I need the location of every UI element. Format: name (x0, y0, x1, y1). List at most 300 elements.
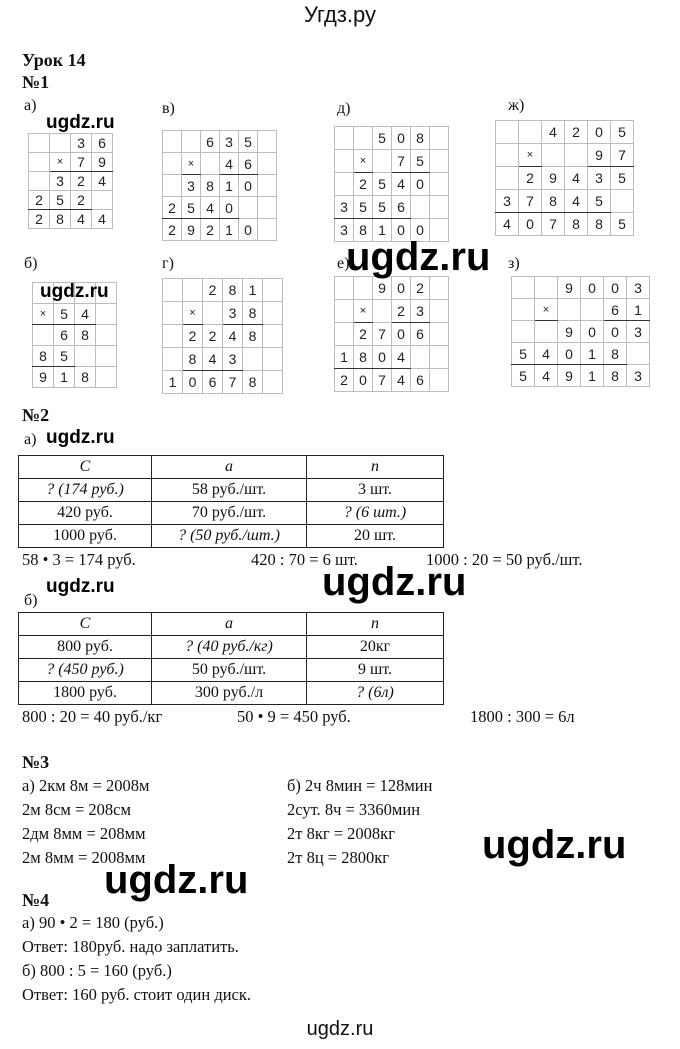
digit-cell: 8 (50, 210, 71, 229)
mult-grid-e (334, 276, 449, 392)
conv-left-4: 2м 8мм = 2008мм (22, 848, 146, 867)
digit-cell: 4 (201, 197, 220, 219)
digit-cell: 5 (512, 343, 535, 365)
digit-cell: 4 (392, 173, 411, 196)
digit-cell (565, 144, 588, 167)
digit-cell: 1 (220, 219, 239, 241)
digit-cell: 3 (220, 131, 239, 153)
calc-a-3: 1000 : 20 = 50 руб./шт. (426, 550, 583, 569)
task1-label-a: а) (24, 97, 37, 114)
digit-cell: 0 (588, 121, 611, 144)
lesson-title: Урок 14 (22, 50, 86, 70)
digit-cell: 9 (92, 153, 113, 172)
digit-cell: 5 (373, 127, 392, 150)
digit-cell: 3 (627, 365, 650, 387)
grid-row (496, 213, 634, 236)
digit-cell: 3 (411, 300, 430, 323)
table-cell: 50 руб./шт. (152, 659, 307, 682)
grid-row (29, 172, 113, 191)
site-title: Угдз.ру (303, 2, 377, 27)
table-cell: ? (6 шт.) (307, 502, 444, 525)
digit-cell: 5 (588, 190, 611, 213)
digit-cell: 9 (558, 365, 581, 387)
table-cell: 1800 руб. (19, 682, 152, 705)
digit-cell (430, 323, 449, 346)
task1-label-zh: ж) (508, 97, 525, 114)
digit-cell: 5 (411, 150, 430, 173)
digit-cell: 7 (519, 190, 542, 213)
digit-cell (496, 167, 519, 190)
watermark: ugdz.ru (346, 235, 491, 279)
digit-cell: 3 (588, 167, 611, 190)
grid-row (512, 277, 650, 299)
times-sign: × (354, 150, 373, 173)
digit-cell (203, 302, 223, 325)
digit-cell (430, 300, 449, 323)
watermark: ugdz.ru (46, 576, 115, 597)
digit-cell: 1 (54, 367, 75, 388)
watermark: ugdz.ru (46, 427, 115, 448)
table-b (18, 612, 444, 705)
digit-cell (519, 121, 542, 144)
digit-cell: 6 (411, 323, 430, 346)
digit-cell: 0 (558, 343, 581, 365)
digit-cell: 1 (243, 279, 263, 302)
digit-cell (263, 279, 283, 302)
digit-cell: 5 (54, 304, 75, 325)
digit-cell (373, 300, 392, 323)
grid-row (163, 153, 277, 175)
digit-cell: 5 (611, 167, 634, 190)
digit-cell: 2 (163, 219, 182, 241)
conv-right-3: 2т 8кг = 2008кг (287, 824, 395, 843)
digit-cell: 3 (496, 190, 519, 213)
grid-row (496, 190, 634, 213)
table-row (19, 682, 444, 705)
times-sign: × (535, 299, 558, 321)
digit-cell: 0 (581, 277, 604, 299)
digit-cell: 4 (92, 210, 113, 229)
mult-grid-d (334, 126, 449, 242)
digit-cell: 1 (163, 371, 183, 394)
conv-left-1: а) 2км 8м = 2008м (22, 776, 150, 795)
digit-cell: 0 (392, 127, 411, 150)
digit-cell: 1 (220, 175, 239, 197)
table-cell: ? (450 руб.) (19, 659, 152, 682)
digit-cell (430, 173, 449, 196)
table-cell: ? (174 руб.) (19, 479, 152, 502)
digit-cell (163, 302, 183, 325)
digit-cell: 8 (75, 367, 96, 388)
digit-cell: 7 (542, 213, 565, 236)
digit-cell: 9 (33, 367, 54, 388)
digit-cell: 5 (239, 131, 258, 153)
grid-row (335, 196, 449, 219)
digit-cell (411, 196, 430, 219)
grid-row (29, 153, 113, 172)
digit-cell (92, 191, 113, 210)
digit-cell: 1 (627, 299, 650, 321)
digit-cell: 0 (239, 175, 258, 197)
mult-grid-g (162, 278, 283, 394)
digit-cell: 8 (201, 175, 220, 197)
conv-right-1: б) 2ч 8мин = 128мин (287, 776, 433, 795)
digit-cell: 0 (392, 219, 411, 242)
digit-cell: 9 (588, 144, 611, 167)
digit-cell (535, 277, 558, 299)
table-row (19, 613, 444, 636)
digit-cell (33, 325, 54, 346)
digit-cell: 9 (542, 167, 565, 190)
digit-cell: 0 (354, 369, 373, 392)
table-row (19, 502, 444, 525)
digit-cell: 6 (411, 369, 430, 392)
digit-cell: 2 (71, 172, 92, 191)
digit-cell (258, 175, 277, 197)
table-cell: 20кг (307, 636, 444, 659)
grid-row (163, 302, 283, 325)
digit-cell: 3 (50, 172, 71, 191)
digit-cell: 4 (203, 348, 223, 371)
digit-cell: 0 (581, 321, 604, 343)
calc-b-3: 1800 : 300 = 6л (470, 707, 575, 726)
digit-cell (542, 144, 565, 167)
grid-row (163, 348, 283, 371)
digit-cell: 2 (354, 323, 373, 346)
conv-right-2: 2сут. 8ч = 3360мин (287, 800, 421, 819)
digit-cell (163, 131, 182, 153)
table-cell: 20 шт. (307, 525, 444, 548)
digit-cell: 4 (223, 325, 243, 348)
calc-b-2: 50 • 9 = 450 руб. (237, 707, 351, 726)
digit-cell: 4 (535, 365, 558, 387)
grid-row (496, 121, 634, 144)
table-cell: ? (50 руб./шт.) (152, 525, 307, 548)
digit-cell: 2 (335, 369, 354, 392)
digit-cell: 8 (243, 371, 263, 394)
watermark: ugdz.ru (104, 858, 249, 902)
digit-cell (496, 121, 519, 144)
digit-cell: 9 (558, 321, 581, 343)
table-row (19, 525, 444, 548)
task1-heading: №1 (22, 72, 50, 92)
digit-cell (163, 325, 183, 348)
task1-label-g: г) (162, 255, 174, 272)
digit-cell: 4 (92, 172, 113, 191)
times-sign: × (183, 302, 203, 325)
digit-cell: 8 (354, 346, 373, 369)
digit-cell: 4 (75, 304, 96, 325)
digit-cell: 0 (183, 371, 203, 394)
digit-cell (263, 348, 283, 371)
digit-cell: 4 (71, 210, 92, 229)
digit-cell (512, 299, 535, 321)
table-header: C (19, 613, 152, 636)
grid-row (496, 144, 634, 167)
digit-cell: 4 (565, 190, 588, 213)
grid-row (335, 346, 449, 369)
digit-cell (430, 369, 449, 392)
digit-cell: 2 (565, 121, 588, 144)
grid-row (33, 367, 117, 388)
table-cell: ? (6л) (307, 682, 444, 705)
table-header: C (19, 456, 152, 479)
digit-cell: 8 (565, 213, 588, 236)
digit-cell (512, 277, 535, 299)
digit-cell (29, 172, 50, 191)
mult-grid-zh (495, 120, 634, 236)
digit-cell (163, 153, 182, 175)
grid-row (512, 299, 650, 321)
digit-cell: 0 (392, 277, 411, 300)
digit-cell: 3 (223, 302, 243, 325)
digit-cell: 8 (183, 348, 203, 371)
digit-cell: 7 (611, 144, 634, 167)
digit-cell (183, 279, 203, 302)
digit-cell (163, 175, 182, 197)
task1-label-e: е) (337, 255, 350, 272)
grid-row (29, 134, 113, 153)
digit-cell: 2 (29, 191, 50, 210)
task4-line-2: Ответ: 180руб. надо заплатить. (22, 937, 239, 956)
digit-cell: 3 (335, 196, 354, 219)
digit-cell (163, 279, 183, 302)
table-cell: 1000 руб. (19, 525, 152, 548)
digit-cell (243, 348, 263, 371)
digit-cell: 0 (411, 219, 430, 242)
watermark: ugdz.ru (40, 281, 109, 302)
digit-cell (50, 134, 71, 153)
digit-cell (627, 343, 650, 365)
digit-cell: 7 (223, 371, 243, 394)
grid-row (335, 173, 449, 196)
digit-cell: 3 (627, 277, 650, 299)
digit-cell: 3 (627, 321, 650, 343)
digit-cell: 5 (54, 346, 75, 367)
digit-cell: 4 (392, 369, 411, 392)
digit-cell: 2 (411, 277, 430, 300)
digit-cell (430, 150, 449, 173)
task4-heading: №4 (22, 890, 50, 910)
grid-row (512, 321, 650, 343)
digit-cell: 8 (604, 343, 627, 365)
digit-cell: 0 (411, 173, 430, 196)
digit-cell: 3 (182, 175, 201, 197)
digit-cell: 4 (535, 343, 558, 365)
task1-label-b: б) (24, 255, 38, 272)
grid-row (163, 175, 277, 197)
task4-line-3: б) 800 : 5 = 160 (руб.) (22, 961, 172, 980)
digit-cell: 0 (604, 277, 627, 299)
grid-row (29, 210, 113, 229)
table-header: a (152, 613, 307, 636)
digit-cell: 5 (373, 173, 392, 196)
digit-cell: 6 (203, 371, 223, 394)
task1-label-z: з) (508, 255, 520, 272)
digit-cell: 1 (373, 219, 392, 242)
digit-cell: 0 (604, 321, 627, 343)
digit-cell (411, 346, 430, 369)
digit-cell (201, 153, 220, 175)
digit-cell (558, 299, 581, 321)
digit-cell: 3 (335, 219, 354, 242)
digit-cell (335, 323, 354, 346)
digit-cell: 5 (611, 121, 634, 144)
grid-row (335, 127, 449, 150)
conv-left-2: 2м 8см = 208см (22, 800, 131, 819)
digit-cell (96, 304, 117, 325)
calc-a-1: 58 • 3 = 174 руб. (22, 550, 136, 569)
grid-row (163, 279, 283, 302)
digit-cell: 2 (392, 300, 411, 323)
digit-cell: 6 (201, 131, 220, 153)
table-cell: 70 руб./шт. (152, 502, 307, 525)
digit-cell: 2 (183, 325, 203, 348)
mult-grid-z (511, 276, 650, 387)
digit-cell: 8 (243, 325, 263, 348)
digit-cell: 5 (373, 196, 392, 219)
task3-heading: №3 (22, 752, 50, 772)
digit-cell: 2 (71, 191, 92, 210)
grid-row (335, 323, 449, 346)
digit-cell: 5 (611, 213, 634, 236)
digit-cell (263, 371, 283, 394)
digit-cell: 5 (182, 197, 201, 219)
digit-cell: 8 (588, 213, 611, 236)
watermark: ugdz.ru (322, 560, 467, 604)
digit-cell (335, 150, 354, 173)
task2-label-a: а) (24, 431, 37, 448)
digit-cell (535, 321, 558, 343)
digit-cell: 7 (392, 150, 411, 173)
digit-cell: 2 (201, 219, 220, 241)
digit-cell: 2 (354, 173, 373, 196)
grid-row (33, 325, 117, 346)
digit-cell: 2 (203, 325, 223, 348)
table-header: n (307, 613, 444, 636)
digit-cell: 9 (558, 277, 581, 299)
mult-grid-v (162, 130, 277, 241)
digit-cell (430, 127, 449, 150)
digit-cell (611, 190, 634, 213)
times-sign: × (182, 153, 201, 175)
grid-row (163, 219, 277, 241)
grid-row (163, 197, 277, 219)
task1-label-d: д) (337, 100, 351, 117)
table-row (19, 659, 444, 682)
digit-cell (373, 150, 392, 173)
digit-cell: 8 (411, 127, 430, 150)
table-cell: ? (40 руб./кг) (152, 636, 307, 659)
digit-cell: 7 (71, 153, 92, 172)
times-sign: × (354, 300, 373, 323)
table-header: n (307, 456, 444, 479)
watermark: ugdz.ru (482, 823, 627, 867)
digit-cell: 7 (373, 323, 392, 346)
digit-cell: 1 (581, 343, 604, 365)
table-cell: 420 руб. (19, 502, 152, 525)
grid-row (163, 131, 277, 153)
digit-cell: 2 (163, 197, 182, 219)
digit-cell: 6 (92, 134, 113, 153)
table-cell: 9 шт. (307, 659, 444, 682)
digit-cell (258, 153, 277, 175)
digit-cell (335, 300, 354, 323)
digit-cell: 0 (392, 323, 411, 346)
digit-cell: 9 (182, 219, 201, 241)
table-cell: 58 руб./шт. (152, 479, 307, 502)
digit-cell (239, 197, 258, 219)
digit-cell: 3 (223, 348, 243, 371)
digit-cell: 8 (33, 346, 54, 367)
digit-cell (496, 144, 519, 167)
digit-cell: 8 (243, 302, 263, 325)
digit-cell: 0 (220, 197, 239, 219)
digit-cell (581, 299, 604, 321)
task1-label-v: в) (162, 100, 175, 117)
grid-row (29, 191, 113, 210)
grid-row (163, 371, 283, 394)
task4-line-1: а) 90 • 2 = 180 (руб.) (22, 913, 164, 932)
table-row (19, 636, 444, 659)
mult-grid-a (28, 133, 113, 229)
digit-cell (263, 325, 283, 348)
digit-cell (258, 219, 277, 241)
grid-row (335, 150, 449, 173)
task4-line-4: Ответ: 160 руб. стоит один диск. (22, 985, 252, 1004)
task2-label-b: б) (24, 592, 38, 609)
grid-row (512, 343, 650, 365)
times-sign: × (33, 304, 54, 325)
digit-cell (354, 127, 373, 150)
digit-cell (258, 131, 277, 153)
digit-cell: 5 (50, 191, 71, 210)
grid-row (335, 300, 449, 323)
digit-cell: 0 (239, 219, 258, 241)
digit-cell: 2 (519, 167, 542, 190)
digit-cell (75, 346, 96, 367)
digit-cell: 4 (542, 121, 565, 144)
digit-cell: 2 (203, 279, 223, 302)
digit-cell (430, 196, 449, 219)
digit-cell: 8 (354, 219, 373, 242)
calc-a-2: 420 : 70 = 6 шт. (251, 550, 358, 569)
table-cell: 800 руб. (19, 636, 152, 659)
digit-cell: 2 (29, 210, 50, 229)
digit-cell (263, 302, 283, 325)
digit-cell (258, 197, 277, 219)
footer: ugdz.ru (306, 1018, 374, 1040)
digit-cell (430, 346, 449, 369)
digit-cell: 3 (71, 134, 92, 153)
conv-right-4: 2т 8ц = 2800кг (287, 848, 390, 867)
grid-row (335, 369, 449, 392)
digit-cell: 4 (496, 213, 519, 236)
times-sign: × (519, 144, 542, 167)
digit-cell: 8 (223, 279, 243, 302)
digit-cell (29, 134, 50, 153)
digit-cell (163, 348, 183, 371)
digit-cell: 6 (604, 299, 627, 321)
task2-heading: №2 (22, 405, 50, 425)
watermark: ugdz.ru (46, 112, 115, 133)
digit-cell: 4 (565, 167, 588, 190)
digit-cell: 1 (581, 365, 604, 387)
digit-cell: 4 (220, 153, 239, 175)
digit-cell (96, 346, 117, 367)
grid-row (496, 167, 634, 190)
digit-cell (512, 321, 535, 343)
